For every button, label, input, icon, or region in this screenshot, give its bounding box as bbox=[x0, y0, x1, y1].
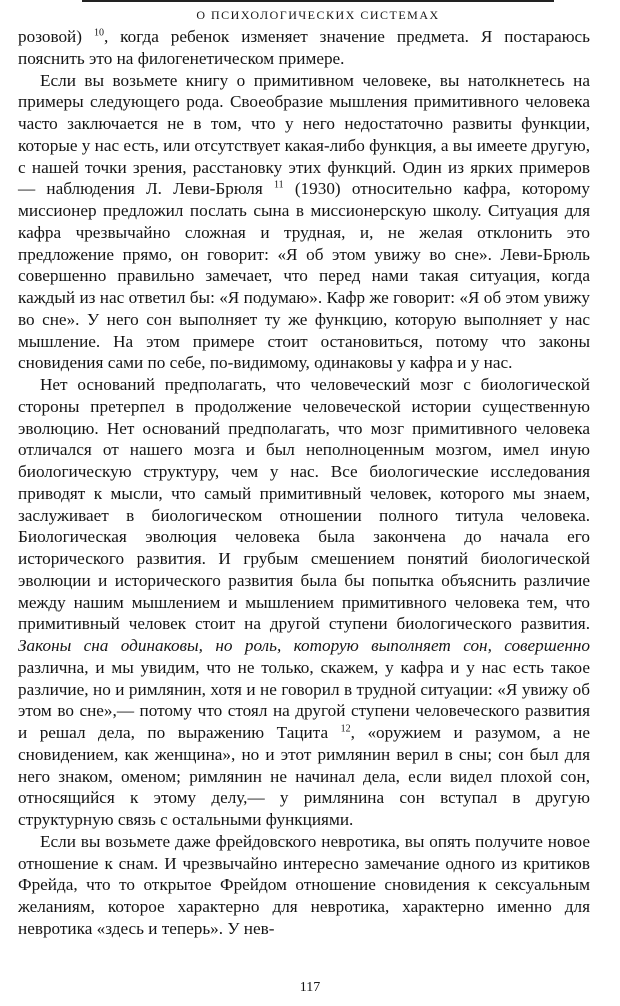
running-head: О ПСИХОЛОГИЧЕСКИХ СИСТЕМАХ bbox=[82, 0, 554, 26]
paragraph bbox=[18, 26, 590, 70]
body-text bbox=[18, 26, 590, 940]
footnote-ref: 10 bbox=[93, 27, 104, 39]
text-run: , «оружием и разумом, а не сновидением, как женщина», но и этот римлянин верил в сны; сон был для него знаком, оменом; римлянин не начинал дела, если видел плохой сон, относящийся к этому делу,— у римлянина сон вступал в другую структурную связь с остальными функциями. bbox=[18, 723, 590, 829]
text-run: , когда ребенок изменяет значение предмета. Я постараюсь пояснить это на филогенетическом примере. bbox=[18, 27, 590, 68]
text-run: Если вы возьмете книгу о примитивном человеке, вы натолкнетесь на примеры следующего рода. Своеобразие мышления примитивного человека часто заключается не в том, что у него недостаточно развиты функции, которые у нас есть, или отсутствует какая-либо функция, а вы имеете другую, с нашей точки зрения, расстановку этих функций. Один из ярких примеров — наблюдения Л. Леви-Брюля bbox=[18, 70, 590, 199]
footnote-ref: 12 bbox=[340, 723, 351, 735]
emphasis-text: Законы сна одинаковы, но роль, которую выполняет сон, совершенно bbox=[18, 636, 590, 655]
text-run: Если вы возьмете даже фрейдовского невротика, вы опять получите новое отношение к снам. И чрезвычайно интересно замечание одного из критиков Фрейда, что то открытое Фрейдом отношение сновидения к сексуальным желаниям, которое характерно для невротика, характерно именно для невротика «здесь и теперь». У нев- bbox=[18, 831, 590, 938]
paragraph bbox=[18, 70, 590, 375]
paragraph bbox=[18, 374, 590, 831]
paragraph bbox=[18, 831, 590, 940]
text-run: различна, и мы увидим, что не только, скажем, у кафра и у нас есть такое различие, но и римлянин, хотя и не говорил в трудной ситуации: «Я увижу об этом во сне»,— потому что стоял на другой ступени человеческого развития и решал дела, по выражению Тацита bbox=[18, 657, 590, 742]
text-run: (1930) относительно кафра, которому миссионер предложил послать сына в миссионерскую школу. Ситуация для кафра чрезвычайно сложная и трудная, и, не желая отклонить это предложение прямо, он говорит: «Я об этом увижу во сне». Леви-Брюль совершенно правильно замечает, что перед нами такая ситуация, когда каждый из нас ответил бы: «Я подумаю». Кафр же говорит: «Я об этом увижу во сне». У него сон выполняет ту же функцию, которую выполняет у нас мышление. На этом примере стоит остановиться, потому что законы сновидения сами по себе, по-видимому, одинаковы у кафра и у нас. bbox=[18, 179, 590, 373]
footnote-ref: 11 bbox=[273, 179, 284, 191]
page-number: 117 bbox=[299, 980, 321, 995]
text-run: Нет оснований предполагать, что человеческий мозг с биологической стороны претерпел в продолжение человеческой истории существенную эволюцию. Нет оснований предполагать, что мозг примитивного человека отличался от нашего мозга и был неполноценным мозгом, имел иную биологическую структуру, чем у нас. Все биологические исследования приводят к мысли, что самый примитивный человек, которого мы знаем, заслуживает в биологическом отношении полного титула человека. Биологическая эволюция человека была закончена до начала его исторического развития. И грубым смешением понятий биологической эволюции и исторического развития была бы попытка объяснить различие между нашим мышлением и мышлением примитивного человека тем, что примитивный человек стоит на другой ступени биологического развития. bbox=[18, 375, 590, 634]
text-run: розовой) bbox=[18, 27, 94, 46]
